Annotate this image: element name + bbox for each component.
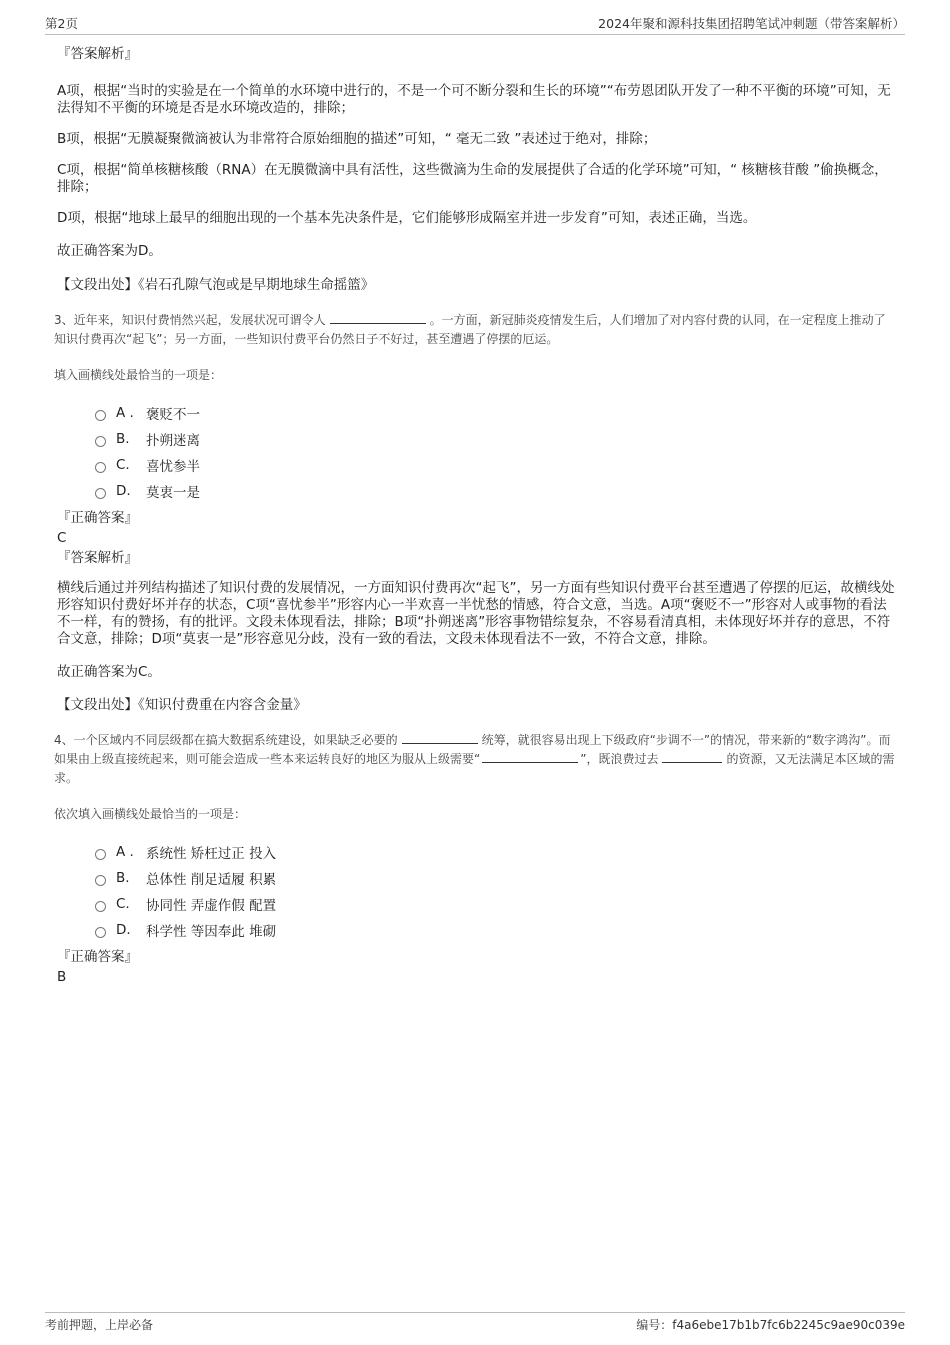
q3-source: 【文段出处】《知识付费重在内容含金量》	[57, 697, 307, 713]
radio-icon[interactable]	[95, 462, 106, 473]
q4-blank-2	[482, 750, 578, 763]
q4-answer: B	[57, 969, 67, 985]
q3-option-b[interactable]: B. 扑朔迷离	[95, 426, 897, 452]
document-id: 编号：f4a6ebe17b1b7fc6b2245c9ae90c039e	[636, 1318, 905, 1332]
q3-option-d[interactable]: D. 莫衷一是	[95, 478, 897, 504]
q3-analysis: 横线后通过并列结构描述了知识付费的发展情况，一方面知识付费再次“起飞”，另一方面有些知识付费平台甚至遭遇了停摆的厄运，故横线处形容知识付费好坏并存的状态，C项“喜忧参半”形容内心一半欢喜一半忧愁的情感，符合文意，当选。A项“褒贬不一”形容对人或事物的看法不一样，有的赞扬，有的批评。文段未体现看法，排除；B项“扑朔迷离”形容事物错综复杂，不容易看清真相，未体现好坏并存的意思，不符合文意，排除；D项“莫衷一是”形容意见分歧，没有一致的看法，文段未体现看法不一致，不符合文意，排除。	[57, 580, 895, 647]
radio-icon[interactable]	[95, 849, 106, 860]
radio-icon[interactable]	[95, 410, 106, 421]
q4-blank-1	[402, 731, 478, 744]
q2-analysis-label: 『答案解析』	[57, 46, 138, 62]
q4-option-a[interactable]: A . 系统性 矫枉过正 投入	[95, 839, 897, 865]
q2-source: 【文段出处】《岩石孔隙气泡或是早期地球生命摇篮》	[57, 277, 375, 293]
q3-blank	[330, 311, 426, 324]
q3-options	[95, 400, 897, 504]
q2-analysis-a: A项，根据“当时的实验是在一个简单的水环境中进行的，不是一个可不断分裂和生长的环境”“布劳恩团队开发了一种不平衡的环境”可知，无法得知不平衡的环境是否是水环境改造的，排除；	[57, 83, 891, 116]
q3-prompt: 填入画横线处最恰当的一项是：	[54, 368, 223, 382]
radio-icon[interactable]	[95, 927, 106, 938]
q2-analysis-d: D项，根据“地球上最早的细胞出现的一个基本先决条件是，它们能够形成隔室并进一步发育”可知，表述正确，当选。	[57, 210, 757, 226]
q3-answer-label: 『正确答案』	[57, 510, 138, 526]
q2-conclusion: 故正确答案为D。	[57, 243, 162, 259]
q4-options	[95, 839, 897, 943]
document-title: 2024年聚和源科技集团招聘笔试冲刺题（带答案解析）	[598, 16, 905, 31]
q3-conclusion: 故正确答案为C。	[57, 664, 161, 680]
q4-option-c[interactable]: C. 协同性 弄虚作假 配置	[95, 891, 897, 917]
q3-text-before: 3、近年来，知识付费悄然兴起，发展状况可谓令人	[54, 313, 326, 327]
radio-icon[interactable]	[95, 488, 106, 499]
q4-blank-3	[662, 750, 722, 763]
radio-icon[interactable]	[95, 875, 106, 886]
q3-text-after: 。一方面，新冠肺炎疫情发生后，人们增加了对内容付费的认同，在一定程度上推动了知识付费再次“起飞”；另一方面，一些知识付费平台仍然日子不好过，甚至遭遇了停摆的厄运。	[54, 313, 886, 346]
footer-slogan: 考前押题，上岸必备	[45, 1318, 154, 1332]
page-content	[54, 46, 897, 986]
q3-analysis-label: 『答案解析』	[57, 550, 138, 566]
q4-answer-label: 『正确答案』	[57, 949, 138, 965]
q4-stem: 4、一个区域内不同层级都在搞大数据系统建设，如果缺乏必要的 统筹，就很容易出现上下级政府“步调不一”的情况，带来新的“数字鸿沟”。而如果由上级直接统起来，则可能会造成一些本来运转良好的地区为服从上级需要“ ”，既浪费过去 的资源，又无法满足本区域的需求。	[54, 733, 895, 785]
q3-option-c[interactable]: C. 喜忧参半	[95, 452, 897, 478]
q4-option-b[interactable]: B. 总体性 削足适履 积累	[95, 865, 897, 891]
q2-analysis-b: B项，根据“无膜凝聚微滴被认为非常符合原始细胞的描述”可知，“ 毫无二致 ”表述过于绝对，排除；	[57, 131, 657, 147]
radio-icon[interactable]	[95, 436, 106, 447]
page-number: 第2页	[45, 16, 78, 31]
q2-analysis-c: C项，根据“简单核糖核酸（RNA）在无膜微滴中具有活性，这些微滴为生命的发展提供了合适的化学环境”可知，“ 核糖核苷酸 ”偷换概念，排除；	[57, 162, 888, 195]
q3-option-a[interactable]: A . 褒贬不一	[95, 400, 897, 426]
page-footer	[45, 1312, 905, 1336]
q3-answer: C	[57, 530, 67, 546]
q3-stem	[54, 311, 897, 349]
q4-prompt: 依次填入画横线处最恰当的一项是：	[54, 807, 247, 821]
page-header	[45, 14, 905, 35]
radio-icon[interactable]	[95, 901, 106, 912]
q4-option-d[interactable]: D. 科学性 等因奉此 堆砌	[95, 917, 897, 943]
